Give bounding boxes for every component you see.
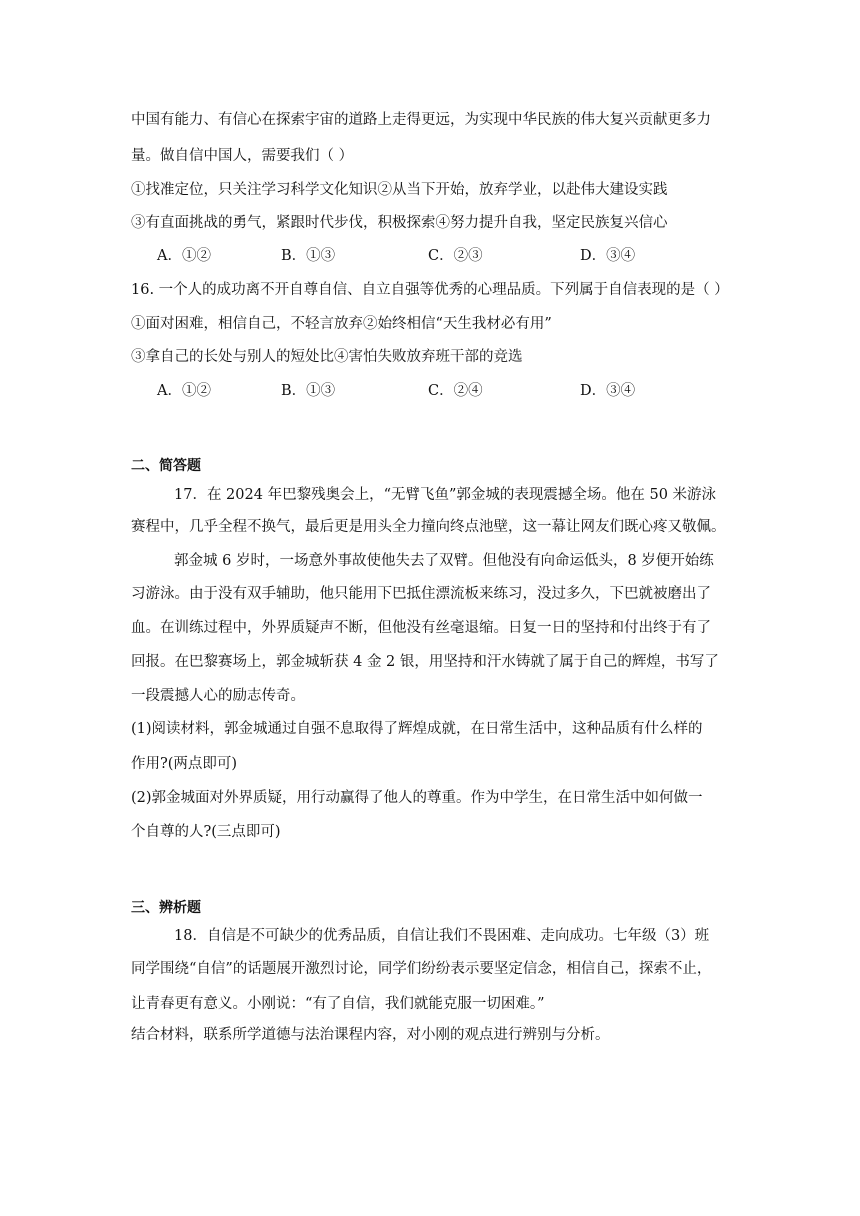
q17-material-line-7: 一段震撼人心的励志传奇。 [131,688,305,704]
q15-option-b[interactable]: B．①③ [281,248,336,264]
q15-stem-line-2: 量。做自信中国人，需要我们（ ） [131,148,354,164]
q15-option-c[interactable]: C．②③ [428,248,483,264]
q16-option-a[interactable]: A．①② [157,383,211,399]
q17-material-line-2: 赛程中，几乎全程不换气，最后更是用头全力撞向终点池壁，这一幕让网友们既心疼又敬佩。 [131,519,726,535]
q15-statements-line-2: ③有直面挑战的勇气，紧跟时代步伐，积极探索④努力提升自我，坚定民族复兴信心 [131,215,668,231]
q17-subquestion-2-line-2: 个自尊的人?(三点即可) [131,824,281,840]
q17-subquestion-1-line-1: (1)阅读材料，郭金城通过自强不息取得了辉煌成就，在日常生活中，这种品质有什么样的 [131,721,703,737]
q16-statements-line-1: ①面对困难，相信自己，不轻言放弃②始终相信“天生我材必有用” [131,316,552,332]
q18-material-line-1: 18．自信是不可缺少的优秀品质，自信让我们不畏困难、走向成功。七年级（3）班 [174,928,710,944]
q17-material-line-1: 17．在 2024 年巴黎残奥会上，“无臂飞鱼”郭金城的表现震撼全场。他在 50 米游泳 [174,487,717,503]
q16-stem: 16. 一个人的成功离不开自尊自信、自立自强等优秀的心理品质。下列属于自信表现的是（ ） [131,282,729,298]
q15-option-a[interactable]: A．①② [157,248,211,264]
q17-material-line-3: 郭金城 6 岁时，一场意外事故使他失去了双臂。但他没有向命运低头，8 岁便开始练 [174,553,714,569]
q15-stem-line-1: 中国有能力、有信心在探索宇宙的道路上走得更远，为实现中华民族的伟大复兴贡献更多力 [131,112,711,128]
q18-task: 结合材料，联系所学道德与法治课程内容，对小刚的观点进行辨别与分析。 [131,1027,610,1043]
q18-material-line-2: 同学围绕“自信”的话题展开激烈讨论，同学们纷纷表示要坚定信念，相信自己，探索不止， [131,961,712,977]
q17-material-line-6: 回报。在巴黎赛场上，郭金城斩获 4 金 2 银，用坚持和汗水铸就了属于自己的辉煌，书写了 [131,654,719,670]
section-3-heading: 三、辨析题 [131,900,201,916]
q17-subquestion-1-line-2: 作用?(两点即可) [131,756,238,772]
q15-option-d[interactable]: D．③④ [580,248,636,264]
q17-subquestion-2-line-1: (2)郭金城面对外界质疑，用行动赢得了他人的尊重。作为中学生，在日常生活中如何做一 [131,790,703,806]
section-2-heading: 二、简答题 [131,458,201,474]
q16-statements-line-2: ③拿自己的长处与别人的短处比④害怕失败放弃班干部的竞选 [131,349,523,365]
q16-option-b[interactable]: B．①③ [281,383,336,399]
q16-option-c[interactable]: C．②④ [428,383,483,399]
q16-option-d[interactable]: D．③④ [580,383,636,399]
q18-material-line-3: 让青春更有意义。小刚说：“有了自信，我们就能克服一切困难。” [131,996,545,1012]
q17-material-line-4: 习游泳。由于没有双手辅助，他只能用下巴抵住漂流板来练习，没过多久，下巴就被磨出了 [131,586,711,602]
q15-statements-line-1: ①找准定位，只关注学习科学文化知识②从当下开始，放弃学业，以赴伟大建设实践 [131,182,668,198]
q17-material-line-5: 血。在训练过程中，外界质疑声不断，但他没有丝毫退缩。日复一日的坚持和付出终于有了 [131,620,711,636]
